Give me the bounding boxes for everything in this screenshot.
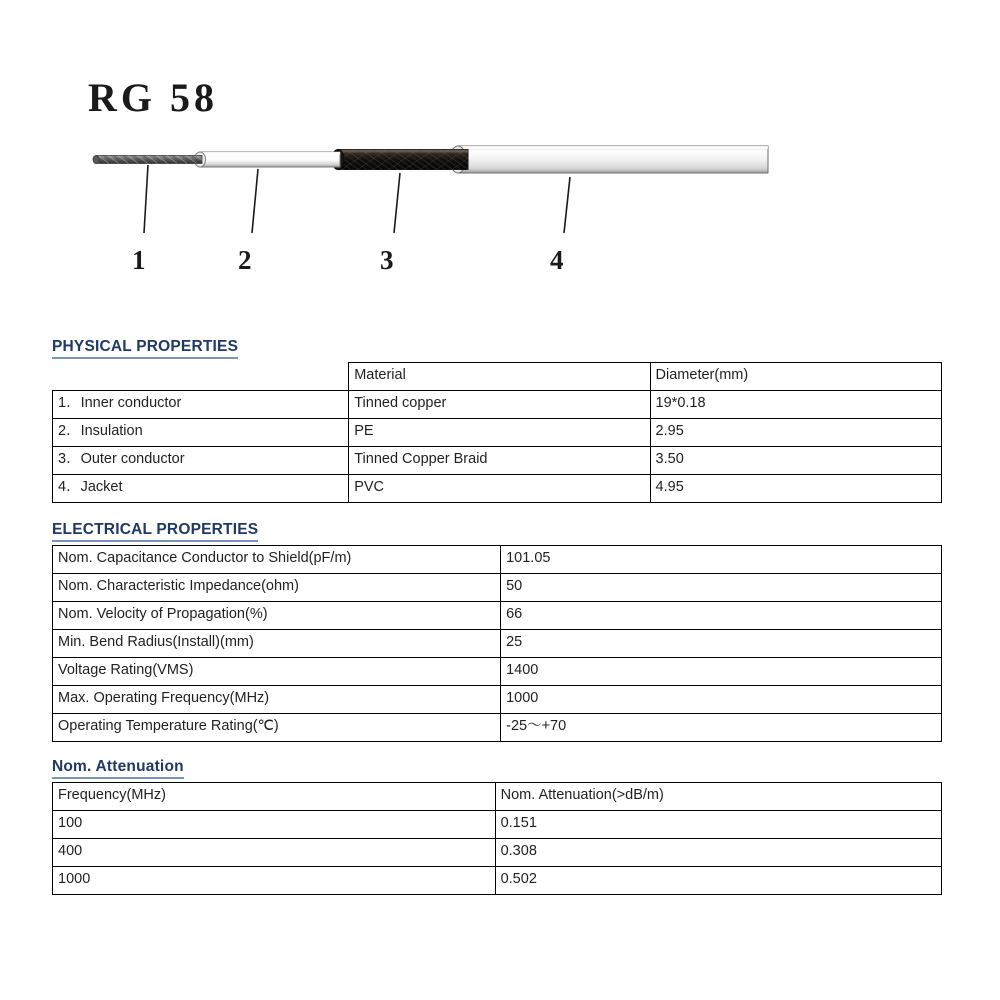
cable-layer-inner-conductor [93, 156, 202, 164]
table-row [53, 811, 942, 839]
callout-number-1: 1 [132, 245, 146, 275]
cell-component-name: 4．Jacket [53, 475, 349, 503]
table-row [53, 839, 942, 867]
section-header-nom-attenuation: Nom. Attenuation [52, 758, 184, 779]
cable-layer-jacket [450, 146, 768, 173]
cell-property-value: 1400 [501, 658, 942, 686]
cell-attenuation: 0.502 [495, 867, 941, 895]
cell-diameter: 19*0.18 [650, 391, 941, 419]
cell-material: PVC [349, 475, 650, 503]
electrical-properties-table [52, 545, 942, 742]
cell-frequency: 400 [53, 839, 496, 867]
table-row [53, 546, 942, 574]
table-row [53, 686, 942, 714]
table-row [53, 475, 942, 503]
table-header-row [53, 783, 942, 811]
cell-component-name: 2．Insulation [53, 419, 349, 447]
table-row [53, 867, 942, 895]
callout-number-3: 3 [380, 245, 394, 275]
cell-component-name: 1．Inner conductor [53, 391, 349, 419]
cell-property-value: 25 [501, 630, 942, 658]
callout-number-4: 4 [550, 245, 564, 275]
table-row [53, 574, 942, 602]
table-header-cell-material: Material [349, 363, 650, 391]
table-row [53, 447, 942, 475]
cell-property-value: 101.05 [501, 546, 942, 574]
cell-diameter: 2.95 [650, 419, 941, 447]
table-row [53, 714, 942, 742]
cell-property-name: Min. Bend Radius(Install)(mm) [53, 630, 501, 658]
table-header-cell-frequency: Frequency(MHz) [53, 783, 496, 811]
table-header-cell-blank [53, 363, 349, 391]
table-row [53, 630, 942, 658]
table-row [53, 602, 942, 630]
cell-material: Tinned copper [349, 391, 650, 419]
cell-diameter: 4.95 [650, 475, 941, 503]
table-header-cell-diameter: Diameter(mm) [650, 363, 941, 391]
cell-property-name: Nom. Velocity of Propagation(%) [53, 602, 501, 630]
cell-property-value: 66 [501, 602, 942, 630]
cell-attenuation: 0.308 [495, 839, 941, 867]
cable-illustration [60, 125, 820, 295]
cell-property-name: Nom. Characteristic Impedance(ohm) [53, 574, 501, 602]
section-header-physical-properties: PHYSICAL PROPERTIES [52, 338, 238, 359]
nom-attenuation-table [52, 782, 942, 895]
page-title: RG 58 [88, 75, 218, 120]
cell-property-name: Nom. Capacitance Conductor to Shield(pF/m) [53, 546, 501, 574]
table-row [53, 658, 942, 686]
cell-property-value: 50 [501, 574, 942, 602]
callout-number-2: 2 [238, 245, 252, 275]
cell-property-name: Operating Temperature Rating(℃) [53, 714, 501, 742]
cell-frequency: 1000 [53, 867, 496, 895]
table-row [53, 419, 942, 447]
callout-leader-lines [144, 165, 570, 233]
cell-frequency: 100 [53, 811, 496, 839]
cell-material: PE [349, 419, 650, 447]
cell-diameter: 3.50 [650, 447, 941, 475]
cable-layer-insulation [195, 152, 341, 167]
cell-property-name: Voltage Rating(VMS) [53, 658, 501, 686]
table-header-cell-attenuation: Nom. Attenuation(>dB/m) [495, 783, 941, 811]
cell-material: Tinned Copper Braid [349, 447, 650, 475]
cell-attenuation: 0.151 [495, 811, 941, 839]
cell-component-name: 3．Outer conductor [53, 447, 349, 475]
table-row [53, 391, 942, 419]
cell-property-value: 1000 [501, 686, 942, 714]
cable-cross-section-diagram [60, 125, 820, 295]
cell-property-value: -25～+70 [501, 714, 942, 742]
physical-properties-table [52, 362, 942, 503]
cell-property-name: Max. Operating Frequency(MHz) [53, 686, 501, 714]
cable-layer-braid [332, 150, 468, 170]
section-header-electrical-properties: ELECTRICAL PROPERTIES [52, 521, 258, 542]
table-header-row [53, 363, 942, 391]
